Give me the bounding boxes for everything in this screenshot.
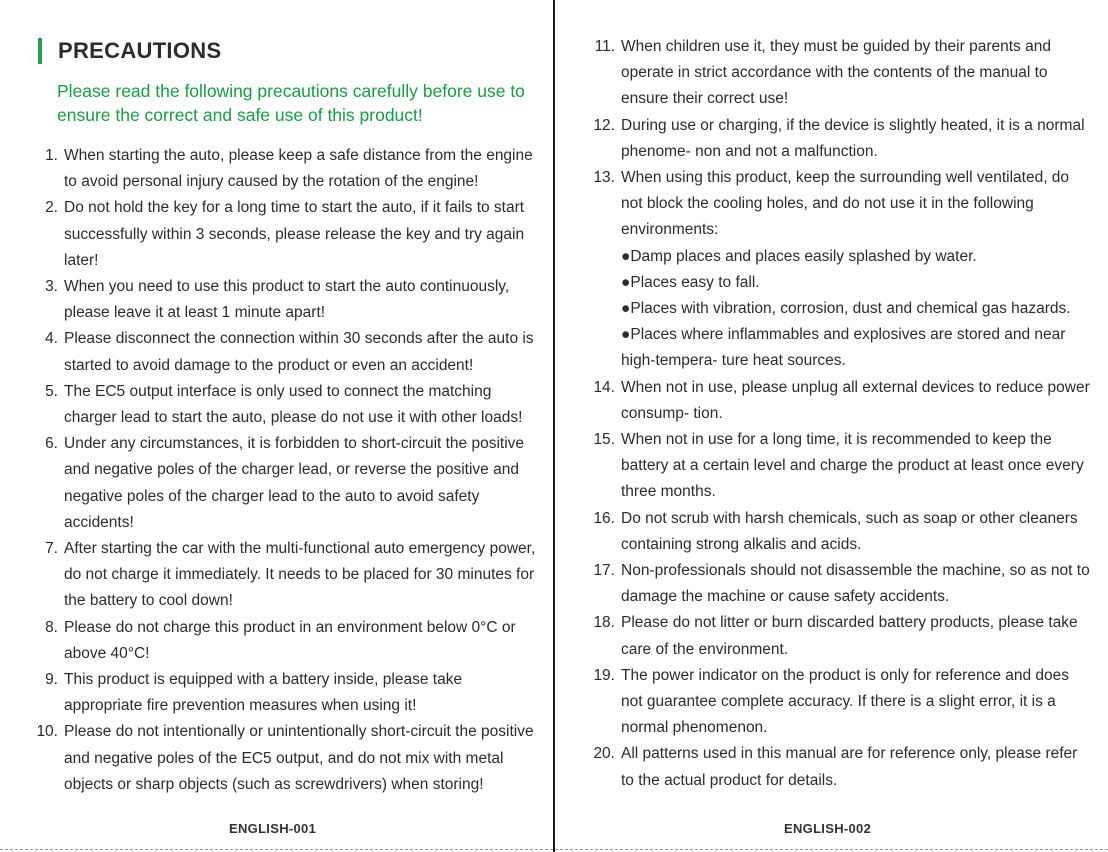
precautions-list-right bbox=[589, 34, 1094, 794]
list-item: 9. This product is equipped with a battery inside, please take appropriate fire prevention measures when using it! bbox=[45, 671, 463, 715]
list-item: 15. When not in use for a long time, it is recommended to keep the battery at a certain level and charge the product at least once every three months. bbox=[593, 431, 1084, 501]
intro-text: Please read the following precautions carefully before use to ensure the correct and safe use of this product! bbox=[57, 81, 525, 125]
list-item: 5. The EC5 output interface is only used to connect the matching charger lead to start the auto, please do not use it with other loads! bbox=[45, 382, 523, 427]
sub-item: ●Places with vibration, corrosion, dust and chemical gas hazards. bbox=[621, 300, 1071, 318]
list-item: 1. When starting the auto, please keep a safe distance from the engine to avoid personal injury caused by the rotation of the engine! bbox=[45, 147, 533, 191]
list-item: 4. Please disconnect the connection within 30 seconds after the auto is started to avoid damage to the product or even an accident! bbox=[45, 330, 534, 374]
sub-item: ●Places where inflammables and explosives are stored and near high-tempera- ture heat sources. bbox=[621, 326, 1066, 370]
list-item: 10. Please do not intentionally or unintentionally short-circuit the positive and negative poles of the EC5 output, and do not mix with metal objects or sharp objects (such as screwdrivers) when storing! bbox=[36, 723, 534, 793]
list-item: 14. When not in use, please unplug all external devices to reduce power consump- tion. bbox=[593, 378, 1090, 422]
list-item: 18. Please do not litter or burn discarded battery products, please take care of the environment. bbox=[593, 614, 1078, 658]
heading-accent-bar bbox=[38, 38, 42, 64]
list-item: 7. After starting the car with the multi-functional auto emergency power, do not charge it immediately. It needs to be placed for 30 minutes for the battery to cool down! bbox=[45, 540, 536, 610]
section-heading bbox=[38, 36, 221, 66]
right-page bbox=[555, 0, 1108, 852]
precautions-list-left bbox=[38, 143, 538, 798]
list-item: 13. When using this product, keep the surrounding well ventilated, do not block the cooling holes, and do not use it in the following environments: ●Damp places and places easily splashed by water. ●Places easy to fall. ●Places with vibration, corrosion, dust and chemical gas hazards. ●Places where inflammables and explosives are stored and near high-tempera- ture heat sources. bbox=[589, 165, 1094, 375]
sub-item: ●Damp places and places easily splashed by water. bbox=[621, 247, 977, 265]
list-item: 8. Please do not charge this product in an environment below 0°C or above 40°C! bbox=[45, 618, 516, 662]
list-item: 11. When children use it, they must be guided by their parents and operate in strict accordance with the contents of the manual to ensure their correct use! bbox=[594, 38, 1051, 108]
list-item: 19. The power indicator on the product is only for reference and does not guarantee complete accuracy. If there is a slight error, it is a normal phenomenon. bbox=[593, 666, 1070, 737]
list-item: 6. Under any circumstances, it is forbidden to short-circuit the positive and negative poles of the charger lead, or reverse the positive and negative poles of the charger lead to the auto to avoid safety accidents! bbox=[45, 435, 525, 531]
list-item: 17. Non-professionals should not disassemble the machine, so as not to damage the machine or cause safety accidents. bbox=[593, 562, 1090, 606]
bottom-dashed-edge bbox=[0, 849, 1108, 850]
list-item: 12. During use or charging, if the device is slightly heated, it is a normal phenome- non and not a malfunction. bbox=[593, 116, 1085, 160]
list-item: 3. When you need to use this product to start the auto continuously, please leave it at least 1 minute apart! bbox=[45, 278, 510, 322]
page-number-left: ENGLISH-001 bbox=[229, 821, 317, 836]
list-item: 2. Do not hold the key for a long time to start the auto, if it fails to start successfully within 3 seconds, please release the key and try again later! bbox=[45, 199, 525, 269]
list-item: 20. All patterns used in this manual are for reference only, please refer to the actual product for details. bbox=[593, 745, 1078, 789]
list-item: 16. Do not scrub with harsh chemicals, such as soap or other cleaners containing strong alkalis and acids. bbox=[593, 509, 1078, 553]
sub-item: ●Places easy to fall. bbox=[621, 273, 760, 291]
page-number-right: ENGLISH-002 bbox=[784, 821, 872, 836]
page-title: PRECAUTIONS bbox=[58, 38, 222, 63]
